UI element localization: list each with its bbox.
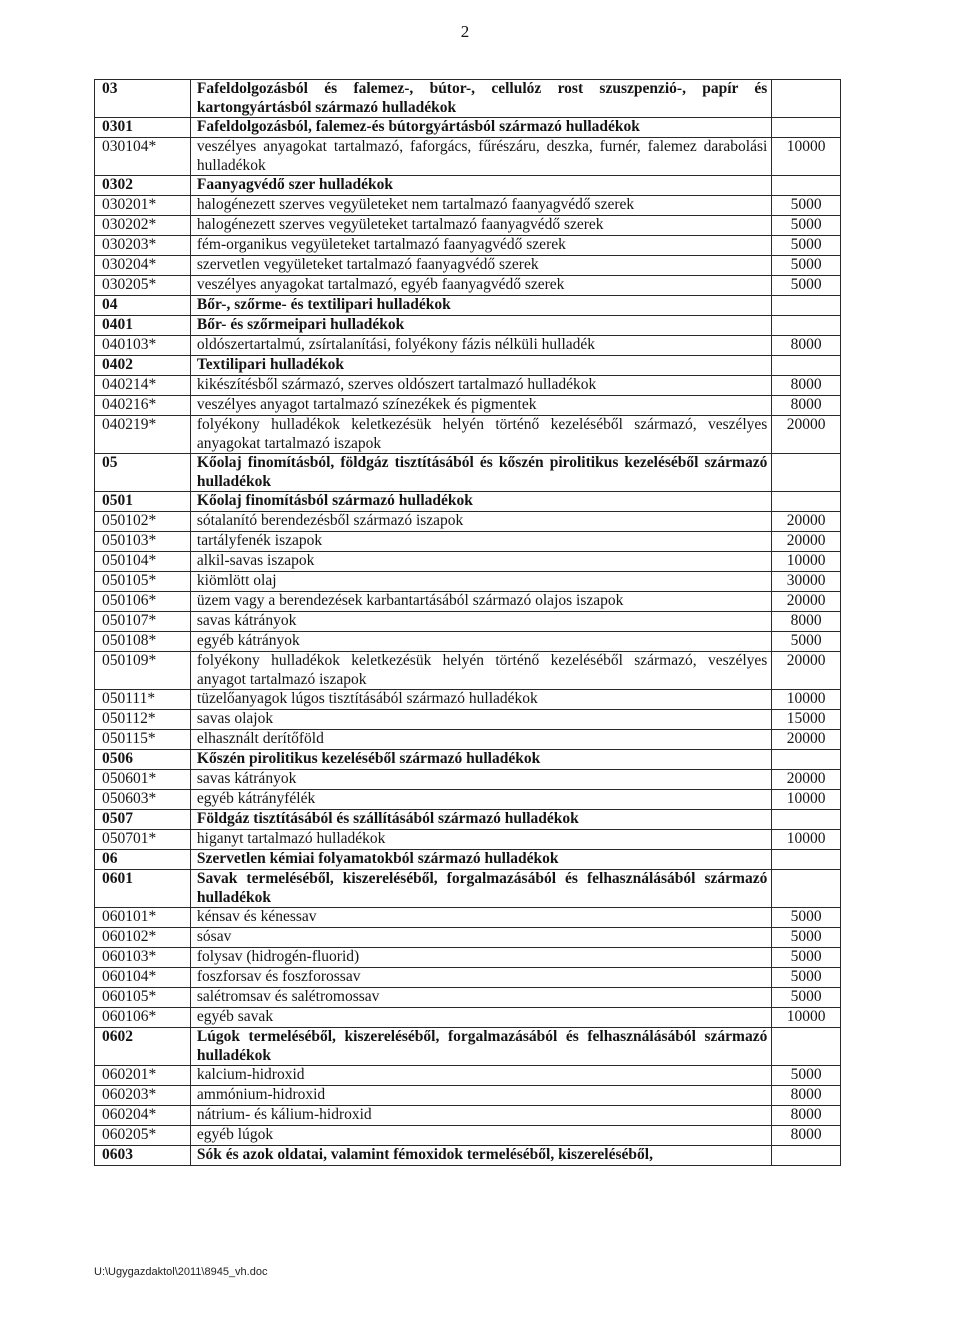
waste-code-cell: 060104* bbox=[95, 968, 191, 988]
waste-code-cell: 040103* bbox=[95, 336, 191, 356]
table-section-row bbox=[95, 1028, 841, 1066]
waste-code-cell: 030203* bbox=[95, 236, 191, 256]
waste-description-cell: folyékony hulladékok keletkezésük helyén történő kezeléséből származó, veszélyes anyagot tartalmazó iszapok bbox=[190, 652, 771, 690]
waste-description-cell: tartályfenék iszapok bbox=[190, 532, 771, 552]
waste-code-cell: 040214* bbox=[95, 376, 191, 396]
waste-code-cell: 050109* bbox=[95, 652, 191, 690]
table-row bbox=[95, 572, 841, 592]
waste-code-cell: 060101* bbox=[95, 908, 191, 928]
table-row bbox=[95, 276, 841, 296]
quantity-limit-cell bbox=[772, 316, 841, 336]
waste-code-cell: 060205* bbox=[95, 1126, 191, 1146]
quantity-limit-cell: 8000 bbox=[772, 612, 841, 632]
quantity-limit-cell: 5000 bbox=[772, 908, 841, 928]
waste-description-cell: üzem vagy a berendezések karbantartásából származó olajos iszapok bbox=[190, 592, 771, 612]
table-row bbox=[95, 512, 841, 532]
table-row bbox=[95, 396, 841, 416]
waste-code-cell: 0302 bbox=[95, 176, 191, 196]
table-row bbox=[95, 216, 841, 236]
quantity-limit-cell bbox=[772, 750, 841, 770]
table-row bbox=[95, 730, 841, 750]
waste-code-cell: 0507 bbox=[95, 810, 191, 830]
quantity-limit-cell: 8000 bbox=[772, 1106, 841, 1126]
waste-description-cell: sósav bbox=[190, 928, 771, 948]
waste-description-cell: Fafeldolgozásból, falemez-és bútorgyártásból származó hulladékok bbox=[190, 118, 771, 138]
waste-code-cell: 0401 bbox=[95, 316, 191, 336]
table-section-row bbox=[95, 80, 841, 118]
waste-code-cell: 050115* bbox=[95, 730, 191, 750]
quantity-limit-cell bbox=[772, 850, 841, 870]
table-row bbox=[95, 236, 841, 256]
waste-description-cell: Földgáz tisztításából és szállításából származó hulladékok bbox=[190, 810, 771, 830]
waste-description-cell: Savak termeléséből, kiszereléséből, forgalmazásából és felhasználásából származó hulladékok bbox=[190, 870, 771, 908]
table-row bbox=[95, 1106, 841, 1126]
table-row bbox=[95, 928, 841, 948]
waste-code-cell: 050102* bbox=[95, 512, 191, 532]
waste-code-cell: 060106* bbox=[95, 1008, 191, 1028]
waste-code-cell: 040219* bbox=[95, 416, 191, 454]
waste-description-cell: savas kátrányok bbox=[190, 770, 771, 790]
waste-description-cell: Kőolaj finomításból, földgáz tisztításából és kőszén pirolitikus kezeléséből származó hulladékok bbox=[190, 454, 771, 492]
quantity-limit-cell: 5000 bbox=[772, 256, 841, 276]
waste-code-cell: 050105* bbox=[95, 572, 191, 592]
quantity-limit-cell: 8000 bbox=[772, 1086, 841, 1106]
waste-code-cell: 0603 bbox=[95, 1146, 191, 1166]
table-row bbox=[95, 830, 841, 850]
table-row bbox=[95, 376, 841, 396]
quantity-limit-cell: 5000 bbox=[772, 988, 841, 1008]
waste-code-cell: 050104* bbox=[95, 552, 191, 572]
waste-description-cell: higanyt tartalmazó hulladékok bbox=[190, 830, 771, 850]
waste-description-cell: savas kátrányok bbox=[190, 612, 771, 632]
quantity-limit-cell: 5000 bbox=[772, 948, 841, 968]
quantity-limit-cell bbox=[772, 80, 841, 118]
waste-code-cell: 0602 bbox=[95, 1028, 191, 1066]
table-row bbox=[95, 336, 841, 356]
footer-file-path: U:\Ugygazdaktol\2011\8945_vh.doc bbox=[94, 1266, 268, 1278]
quantity-limit-cell: 20000 bbox=[772, 532, 841, 552]
table-row bbox=[95, 1126, 841, 1146]
waste-description-cell: tüzelőanyagok lúgos tisztításából származó hulladékok bbox=[190, 690, 771, 710]
waste-description-cell: ammónium-hidroxid bbox=[190, 1086, 771, 1106]
waste-code-cell: 06 bbox=[95, 850, 191, 870]
waste-description-cell: halogénezett szerves vegyületeket tartalmazó faanyagvédő szerek bbox=[190, 216, 771, 236]
table-row bbox=[95, 790, 841, 810]
waste-description-cell: Fafeldolgozásból és falemez-, bútor-, cellulóz rost szuszpenzió-, papír és kartongyártásból származó hulladékok bbox=[190, 80, 771, 118]
table-row bbox=[95, 690, 841, 710]
waste-description-cell: fém-organikus vegyületeket tartalmazó faanyagvédő szerek bbox=[190, 236, 771, 256]
quantity-limit-cell: 5000 bbox=[772, 196, 841, 216]
table-section-row bbox=[95, 118, 841, 138]
waste-description-cell: veszélyes anyagokat tartalmazó, faforgács, fűrészáru, deszka, furnér, falemez darabolási hulladékok bbox=[190, 138, 771, 176]
quantity-limit-cell bbox=[772, 870, 841, 908]
waste-code-table-body bbox=[95, 80, 841, 1166]
waste-code-cell: 0501 bbox=[95, 492, 191, 512]
waste-code-cell: 030104* bbox=[95, 138, 191, 176]
waste-code-cell: 060103* bbox=[95, 948, 191, 968]
quantity-limit-cell: 20000 bbox=[772, 770, 841, 790]
quantity-limit-cell bbox=[772, 176, 841, 196]
table-section-row bbox=[95, 356, 841, 376]
table-row bbox=[95, 612, 841, 632]
waste-description-cell: Szervetlen kémiai folyamatokból származó hulladékok bbox=[190, 850, 771, 870]
quantity-limit-cell bbox=[772, 492, 841, 512]
waste-description-cell: Faanyagvédő szer hulladékok bbox=[190, 176, 771, 196]
page-number: 2 bbox=[460, 22, 470, 41]
table-section-row bbox=[95, 296, 841, 316]
waste-description-cell: Bőr- és szőrmeipari hulladékok bbox=[190, 316, 771, 336]
waste-code-cell: 0506 bbox=[95, 750, 191, 770]
table-row bbox=[95, 1086, 841, 1106]
table-row bbox=[95, 968, 841, 988]
waste-description-cell: elhasznált derítőföld bbox=[190, 730, 771, 750]
quantity-limit-cell bbox=[772, 1028, 841, 1066]
waste-description-cell: kikészítésből származó, szerves oldószert tartalmazó hulladékok bbox=[190, 376, 771, 396]
waste-code-cell: 040216* bbox=[95, 396, 191, 416]
table-section-row bbox=[95, 870, 841, 908]
waste-description-cell: sótalanító berendezésből származó iszapok bbox=[190, 512, 771, 532]
table-row bbox=[95, 592, 841, 612]
waste-description-cell: Textilipari hulladékok bbox=[190, 356, 771, 376]
table-row bbox=[95, 138, 841, 176]
quantity-limit-cell bbox=[772, 1146, 841, 1166]
waste-description-cell: foszforsav és foszforossav bbox=[190, 968, 771, 988]
waste-description-cell: kénsav és kénessav bbox=[190, 908, 771, 928]
waste-code-cell: 050603* bbox=[95, 790, 191, 810]
waste-description-cell: egyéb kátrányfélék bbox=[190, 790, 771, 810]
table-row bbox=[95, 1066, 841, 1086]
waste-code-cell: 05 bbox=[95, 454, 191, 492]
waste-code-cell: 060203* bbox=[95, 1086, 191, 1106]
quantity-limit-cell: 20000 bbox=[772, 512, 841, 532]
waste-code-cell: 0402 bbox=[95, 356, 191, 376]
waste-code-cell: 0601 bbox=[95, 870, 191, 908]
waste-description-cell: veszélyes anyagokat tartalmazó, egyéb faanyagvédő szerek bbox=[190, 276, 771, 296]
quantity-limit-cell: 20000 bbox=[772, 592, 841, 612]
waste-description-cell: Kőolaj finomításból származó hulladékok bbox=[190, 492, 771, 512]
quantity-limit-cell: 5000 bbox=[772, 216, 841, 236]
table-row bbox=[95, 256, 841, 276]
waste-description-cell: alkil-savas iszapok bbox=[190, 552, 771, 572]
table-section-row bbox=[95, 454, 841, 492]
table-row bbox=[95, 710, 841, 730]
waste-description-cell: kalcium-hidroxid bbox=[190, 1066, 771, 1086]
quantity-limit-cell: 10000 bbox=[772, 830, 841, 850]
waste-description-cell: veszélyes anyagot tartalmazó színezékek és pigmentek bbox=[190, 396, 771, 416]
waste-code-cell: 060102* bbox=[95, 928, 191, 948]
waste-code-cell: 030205* bbox=[95, 276, 191, 296]
waste-code-cell: 060204* bbox=[95, 1106, 191, 1126]
waste-code-cell: 050112* bbox=[95, 710, 191, 730]
quantity-limit-cell bbox=[772, 296, 841, 316]
quantity-limit-cell bbox=[772, 118, 841, 138]
waste-description-cell: oldószertartalmú, zsírtalanítási, folyékony fázis nélküli hulladék bbox=[190, 336, 771, 356]
quantity-limit-cell: 10000 bbox=[772, 552, 841, 572]
waste-code-cell: 030202* bbox=[95, 216, 191, 236]
waste-code-cell: 03 bbox=[95, 80, 191, 118]
waste-description-cell: Lúgok termeléséből, kiszereléséből, forgalmazásából és felhasználásából származó hulladékok bbox=[190, 1028, 771, 1066]
quantity-limit-cell: 5000 bbox=[772, 1066, 841, 1086]
waste-code-cell: 030201* bbox=[95, 196, 191, 216]
table-row bbox=[95, 948, 841, 968]
quantity-limit-cell bbox=[772, 810, 841, 830]
quantity-limit-cell: 5000 bbox=[772, 632, 841, 652]
table-row bbox=[95, 1008, 841, 1028]
waste-description-cell: salétromsav és salétromossav bbox=[190, 988, 771, 1008]
quantity-limit-cell: 10000 bbox=[772, 790, 841, 810]
waste-code-cell: 050701* bbox=[95, 830, 191, 850]
waste-description-cell: nátrium- és kálium-hidroxid bbox=[190, 1106, 771, 1126]
table-section-row bbox=[95, 850, 841, 870]
quantity-limit-cell: 30000 bbox=[772, 572, 841, 592]
waste-description-cell: folyékony hulladékok keletkezésük helyén történő kezeléséből származó, veszélyes anyagokat tartalmazó iszapok bbox=[190, 416, 771, 454]
waste-code-cell: 060105* bbox=[95, 988, 191, 1008]
waste-description-cell: folysav (hidrogén-fluorid) bbox=[190, 948, 771, 968]
table-section-row bbox=[95, 750, 841, 770]
quantity-limit-cell: 20000 bbox=[772, 730, 841, 750]
table-row bbox=[95, 908, 841, 928]
quantity-limit-cell bbox=[772, 454, 841, 492]
waste-description-cell: egyéb lúgok bbox=[190, 1126, 771, 1146]
table-row bbox=[95, 988, 841, 1008]
table-section-row bbox=[95, 492, 841, 512]
table-row bbox=[95, 416, 841, 454]
waste-code-table bbox=[94, 79, 841, 1166]
quantity-limit-cell: 20000 bbox=[772, 416, 841, 454]
waste-description-cell: savas olajok bbox=[190, 710, 771, 730]
waste-code-cell: 050111* bbox=[95, 690, 191, 710]
table-row bbox=[95, 196, 841, 216]
table-row bbox=[95, 632, 841, 652]
quantity-limit-cell: 10000 bbox=[772, 138, 841, 176]
quantity-limit-cell: 5000 bbox=[772, 928, 841, 948]
waste-description-cell: egyéb kátrányok bbox=[190, 632, 771, 652]
waste-code-cell: 050601* bbox=[95, 770, 191, 790]
waste-code-cell: 050106* bbox=[95, 592, 191, 612]
quantity-limit-cell: 15000 bbox=[772, 710, 841, 730]
waste-description-cell: Bőr-, szőrme- és textilipari hulladékok bbox=[190, 296, 771, 316]
waste-description-cell: Kőszén pirolitikus kezeléséből származó hulladékok bbox=[190, 750, 771, 770]
quantity-limit-cell: 10000 bbox=[772, 1008, 841, 1028]
quantity-limit-cell: 8000 bbox=[772, 1126, 841, 1146]
quantity-limit-cell: 5000 bbox=[772, 276, 841, 296]
waste-code-cell: 0301 bbox=[95, 118, 191, 138]
waste-description-cell: szervetlen vegyületeket tartalmazó faanyagvédő szerek bbox=[190, 256, 771, 276]
waste-description-cell: kiömlött olaj bbox=[190, 572, 771, 592]
waste-description-cell: halogénezett szerves vegyületeket nem tartalmazó faanyagvédő szerek bbox=[190, 196, 771, 216]
table-section-row bbox=[95, 316, 841, 336]
waste-code-cell: 04 bbox=[95, 296, 191, 316]
table-section-row bbox=[95, 176, 841, 196]
table-section-row bbox=[95, 810, 841, 830]
quantity-limit-cell: 8000 bbox=[772, 396, 841, 416]
quantity-limit-cell: 8000 bbox=[772, 336, 841, 356]
table-row bbox=[95, 532, 841, 552]
waste-description-cell: egyéb savak bbox=[190, 1008, 771, 1028]
table-row bbox=[95, 770, 841, 790]
waste-description-cell: Sók és azok oldatai, valamint fémoxidok termeléséből, kiszereléséből, bbox=[190, 1146, 771, 1166]
quantity-limit-cell: 10000 bbox=[772, 690, 841, 710]
waste-code-cell: 050108* bbox=[95, 632, 191, 652]
quantity-limit-cell: 5000 bbox=[772, 968, 841, 988]
waste-code-cell: 030204* bbox=[95, 256, 191, 276]
quantity-limit-cell: 8000 bbox=[772, 376, 841, 396]
waste-code-cell: 050107* bbox=[95, 612, 191, 632]
quantity-limit-cell bbox=[772, 356, 841, 376]
waste-code-cell: 050103* bbox=[95, 532, 191, 552]
table-row bbox=[95, 552, 841, 572]
table-row bbox=[95, 652, 841, 690]
quantity-limit-cell: 5000 bbox=[772, 236, 841, 256]
table-section-row bbox=[95, 1146, 841, 1166]
quantity-limit-cell: 20000 bbox=[772, 652, 841, 690]
waste-code-cell: 060201* bbox=[95, 1066, 191, 1086]
